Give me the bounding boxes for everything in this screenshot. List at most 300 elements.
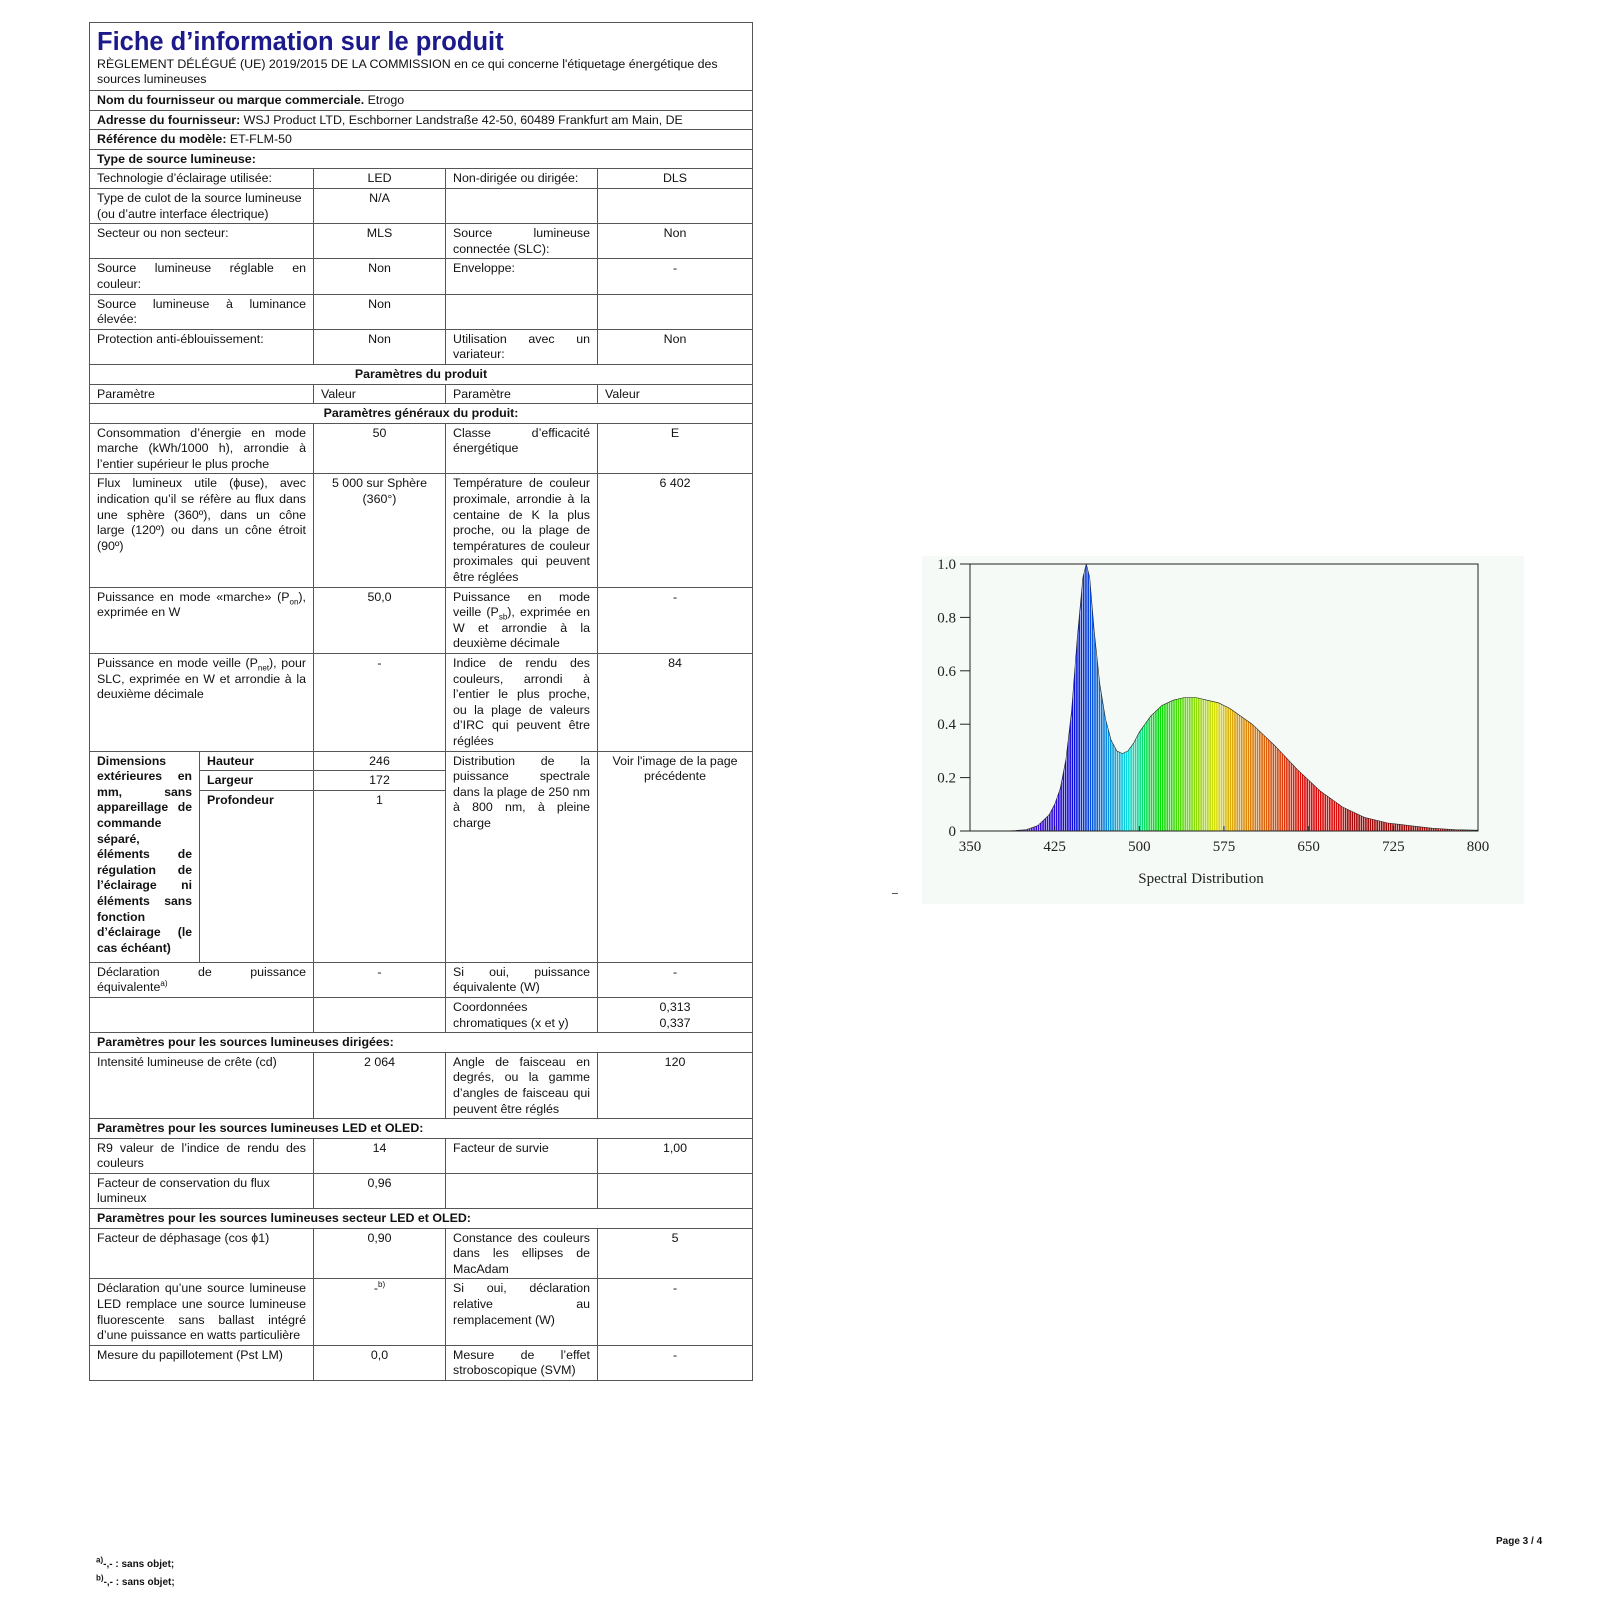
spectrum-bar — [1309, 564, 1311, 831]
spectrum-bar — [1277, 564, 1279, 831]
spectrum-bar — [1045, 564, 1047, 831]
spectrum-bar — [1126, 564, 1128, 831]
spectrum-bar — [1275, 564, 1277, 831]
spectrum-bar — [1322, 564, 1324, 831]
directional-label: Non-dirigée ou dirigée: — [446, 169, 598, 189]
table-row — [90, 329, 753, 364]
spectrum-bar — [1417, 564, 1419, 831]
spectrum-bar — [1415, 564, 1417, 831]
spectrum-bar — [1017, 564, 1019, 831]
mains-label: Secteur ou non secteur: — [90, 224, 314, 259]
spectrum-bar — [1433, 564, 1435, 831]
spectrum-bar — [1212, 564, 1214, 831]
supplier-address-row — [90, 110, 753, 130]
displacement-factor-value: 0,90 — [314, 1228, 446, 1279]
spectrum-bar — [1313, 564, 1315, 831]
spectrum-bar — [1428, 564, 1430, 831]
displacement-factor-label: Facteur de déphasage (cos ϕ1) — [90, 1228, 314, 1279]
replacement-watts-value: - — [598, 1279, 753, 1345]
footnote-a-mark: a) — [96, 1555, 104, 1565]
energy-consumption-value: 50 — [314, 423, 446, 474]
spectrum-bar — [1049, 564, 1051, 831]
spectrum-bar — [1069, 564, 1071, 831]
table-row — [90, 224, 753, 259]
stray-dash — [892, 893, 898, 894]
spectrum-bar — [1203, 564, 1205, 831]
empty-cell — [446, 188, 598, 223]
spectrum-bar — [1040, 564, 1042, 831]
replacement-claim-label: Déclaration qu’une source lumineuse LED remplace une source lumineuse fluorescente sans ballast intégré d’une puissance en watts particulière — [90, 1279, 314, 1345]
spectrum-bar — [1458, 564, 1460, 831]
spectrum-bar — [1214, 564, 1216, 831]
standby-power-subscript: sb — [498, 612, 508, 622]
spectrum-bar — [1063, 564, 1065, 831]
spectrum-bar — [1234, 564, 1236, 831]
spectrum-bar — [1130, 564, 1132, 831]
axis-ticks — [937, 557, 1489, 855]
empty-cell — [598, 188, 753, 223]
luminous-flux-value: 5 000 sur Sphère (360°) — [314, 474, 446, 587]
spectrum-bar — [1110, 564, 1112, 831]
spectrum-bar — [1155, 564, 1157, 831]
spectrum-bar — [1006, 564, 1008, 831]
spectrum-bar — [1372, 564, 1374, 831]
stroboscopic-label: Mesure de l’effet stroboscopique (SVM) — [446, 1345, 598, 1380]
spectrum-bar — [1011, 564, 1013, 831]
peak-intensity-value: 2 064 — [314, 1052, 446, 1118]
equivalent-power-value: - — [598, 962, 753, 997]
dimensions-label: Dimensions extérieures en mm, sans appareillage de commande séparé, éléments de régulation de l’éclairage ni éléments sans fonction d’éclairage (le cas échéant) — [90, 751, 200, 962]
x-tick-label: 800 — [1466, 839, 1490, 855]
spectrum-bar — [1076, 564, 1078, 831]
spectrum-bar — [1376, 564, 1378, 831]
spectrum-bar — [1148, 564, 1150, 831]
networked-standby-label — [90, 654, 314, 752]
spectrum-bar — [1381, 564, 1383, 831]
flicker-label: Mesure du papillotement (Pst LM) — [90, 1345, 314, 1380]
spectrum-bar — [1336, 564, 1338, 831]
spectrum-bar — [1207, 564, 1209, 831]
spectrum-bar — [1013, 564, 1015, 831]
spectrum-bar — [1413, 564, 1415, 831]
product-information-sheet — [89, 22, 752, 1381]
spectrum-bar — [1117, 564, 1119, 831]
spectrum-bar — [1083, 564, 1085, 831]
spectrum-bar — [1105, 564, 1107, 831]
spectrum-bar — [1209, 564, 1211, 831]
spectrum-bar — [1223, 564, 1225, 831]
spectrum-bar — [1440, 564, 1442, 831]
cri-value: 84 — [598, 654, 753, 752]
spectrum-bar — [1354, 564, 1356, 831]
column-header-value: Valeur — [598, 384, 753, 404]
beam-angle-value: 120 — [598, 1052, 753, 1118]
cap-type-label: Type de culot de la source lumineuse — [97, 190, 302, 205]
y-tick-label: 0.6 — [937, 663, 956, 680]
spectrum-bar — [1392, 564, 1394, 831]
spectrum-bar — [1137, 564, 1139, 831]
table-row — [90, 751, 753, 771]
spectrum-bar — [1198, 564, 1200, 831]
survival-factor-label: Facteur de survie — [446, 1138, 598, 1173]
spectrum-bar — [1257, 564, 1259, 831]
mains-value: MLS — [314, 224, 446, 259]
model-value: ET-FLM-50 — [229, 132, 292, 147]
spectrum-bar — [1419, 564, 1421, 831]
spectrum-bar — [1361, 564, 1363, 831]
energy-class-label: Classe d’efficacité énergétique — [446, 423, 598, 474]
replacement-claim-dash: - — [373, 1281, 378, 1296]
spectrum-bar — [1160, 564, 1162, 831]
general-parameters-heading: Paramètres généraux du produit: — [90, 404, 753, 424]
footnote-b-text: -,- : sans objet; — [103, 1577, 175, 1588]
supplier-address-value: WSJ Product LTD, Eschborner Landstraße 42-50, 60489 Frankfurt am Main, DE — [243, 112, 683, 127]
x-axis-label: Spectral Distribution — [1138, 871, 1264, 887]
spectrum-bar — [1248, 564, 1250, 831]
table-row — [90, 997, 753, 1032]
spectrum-bar — [1169, 564, 1171, 831]
spectrum-bar — [1345, 564, 1347, 831]
height-value: 246 — [314, 751, 446, 771]
on-mode-power-text-end: ), exprimée en W — [97, 589, 306, 620]
y-tick-label: 0.2 — [937, 770, 956, 787]
spectrum-bar — [1259, 564, 1261, 831]
spectrum-bar — [1410, 564, 1412, 831]
y-tick-label: 0.4 — [937, 717, 956, 734]
x-tick-label: 575 — [1212, 839, 1236, 855]
spectrum-bar — [1020, 564, 1022, 831]
spectrum-bar — [1239, 564, 1241, 831]
on-mode-power-subscript: on — [289, 597, 299, 607]
spectrum-bar — [1347, 564, 1349, 831]
spectrum-bar — [1205, 564, 1207, 831]
spectrum-bar — [1243, 564, 1245, 831]
spectrum-bar — [1060, 564, 1062, 831]
spectrum-bar — [1054, 564, 1056, 831]
spectrum-bar — [1284, 564, 1286, 831]
spectrum-bar — [1180, 564, 1182, 831]
spectrum-bar — [1142, 564, 1144, 831]
y-tick-label: 1.0 — [937, 557, 956, 573]
equivalent-power-label: Si oui, puissance équivalente (W) — [446, 962, 598, 997]
flux-maintenance-value: 0,96 — [314, 1173, 446, 1208]
spectrum-bar — [1236, 564, 1238, 831]
spectrum-bar — [1261, 564, 1263, 831]
spectrum-bar — [1424, 564, 1426, 831]
standby-power-value: - — [598, 587, 753, 653]
spectrum-bar — [1431, 564, 1433, 831]
dimmable-label: Utilisation avec un variateur: — [446, 329, 598, 364]
spectrum-bar — [1124, 564, 1126, 831]
spectrum-bar — [1268, 564, 1270, 831]
spectrum-bar — [1144, 564, 1146, 831]
spectrum-bar — [1329, 564, 1331, 831]
energy-consumption-label: Consommation d’énergie en mode marche (kWh/1000 h), arrondie à l’entier supérieur le plus proche — [90, 423, 314, 474]
spectrum-bar — [1460, 564, 1462, 831]
table-row — [90, 294, 753, 329]
table-row — [90, 169, 753, 189]
table-row — [90, 1228, 753, 1279]
footnote-b — [96, 1574, 175, 1592]
replacement-claim-value — [314, 1279, 446, 1345]
spectrum-bar — [1295, 564, 1297, 831]
depth-value: 1 — [314, 790, 446, 962]
spectrum-bar — [1225, 564, 1227, 831]
spectrum-bar — [1232, 564, 1234, 831]
spectrum-bar — [1365, 564, 1367, 831]
standby-power-text: Puissance en mode veille (P — [453, 589, 590, 620]
spectrum-bar — [1469, 564, 1471, 831]
header-cell — [90, 23, 753, 91]
spectrum-bar — [1473, 564, 1475, 831]
footnote-marker-b: b) — [378, 1280, 386, 1290]
width-value: 172 — [314, 771, 446, 791]
spectrum-bar — [1230, 564, 1232, 831]
spectrum-bar — [1306, 564, 1308, 831]
spectrum-bar — [1358, 564, 1360, 831]
spectrum-bar — [1435, 564, 1437, 831]
spectrum-bar — [1085, 564, 1087, 831]
envelope-label: Enveloppe: — [446, 259, 598, 294]
spectrum-bar — [1051, 564, 1053, 831]
spectrum-bar — [1200, 564, 1202, 831]
standby-power-label — [446, 587, 598, 653]
spectrum-bar — [1374, 564, 1376, 831]
page-title: Fiche d’information sur le produit — [97, 28, 504, 56]
spectrum-bar — [1367, 564, 1369, 831]
spectrum-bar — [1390, 564, 1392, 831]
spectrum-bar — [1254, 564, 1256, 831]
spectrum-bar — [1026, 564, 1028, 831]
x-tick-label: 425 — [1043, 839, 1066, 855]
spectrum-bar — [1133, 564, 1135, 831]
anti-glare-value: Non — [314, 329, 446, 364]
spectrum-bar — [1455, 564, 1457, 831]
spectral-distribution-value: Voir l'image de la page précédente — [598, 751, 753, 962]
spectrum-bar — [1004, 564, 1006, 831]
spectrum-bar — [1324, 564, 1326, 831]
cri-label: Indice de rendu des couleurs, arrondi à l’entier le plus proche, ou la plage de valeurs d’IRC qui peuvent être réglées — [446, 654, 598, 752]
spectrum-bar — [1166, 564, 1168, 831]
spectrum-bar — [1352, 564, 1354, 831]
spectrum-bar — [1311, 564, 1313, 831]
footnote-a-text: -,- : sans objet; — [103, 1559, 175, 1570]
chromaticity-label: Coordonnées chromatiques (x et y) — [446, 997, 598, 1032]
empty-cell — [446, 1173, 598, 1208]
spectrum-bar — [1399, 564, 1401, 831]
r9-label: R9 valeur de l’indice de rendu des couleurs — [90, 1138, 314, 1173]
spectrum-bar — [1015, 564, 1017, 831]
spectrum-bar — [1128, 564, 1130, 831]
product-parameters-heading: Paramètres du produit — [90, 364, 753, 384]
spectrum-bar — [1033, 564, 1035, 831]
column-header-parameter: Paramètre — [446, 384, 598, 404]
supplier-name-row — [90, 91, 753, 111]
spectral-distribution-label: Distribution de la puissance spectrale dans la plage de 250 nm à 800 nm, à pleine charge — [446, 751, 598, 962]
empty-cell — [598, 294, 753, 329]
spectrum-bar — [1099, 564, 1101, 831]
spectrum-bar — [1173, 564, 1175, 831]
spectrum-bar — [1008, 564, 1010, 831]
spectrum-bar — [1216, 564, 1218, 831]
spectrum-bar — [1047, 564, 1049, 831]
spectrum-bar — [1171, 564, 1173, 831]
spectrum-bar — [1065, 564, 1067, 831]
spectrum-bar — [1146, 564, 1148, 831]
mains-led-heading: Paramètres pour les sources lumineuses secteur LED et OLED: — [90, 1209, 753, 1229]
technology-label: Technologie d’éclairage utilisée: — [90, 169, 314, 189]
spectrum-bar — [1153, 564, 1155, 831]
spectrum-bar — [1024, 564, 1026, 831]
equivalent-power-claim-text: Déclaration de puissance équivalente — [97, 964, 306, 995]
table-row — [90, 1138, 753, 1173]
spectrum-bar — [1453, 564, 1455, 831]
spectrum-bar — [1327, 564, 1329, 831]
spectrum-bar — [1162, 564, 1164, 831]
footnote-a — [96, 1556, 175, 1574]
spectrum-bar — [1038, 564, 1040, 831]
spectrum-bar — [1178, 564, 1180, 831]
spectrum-bar — [1406, 564, 1408, 831]
spectrum-bar — [1029, 564, 1031, 831]
light-source-type-heading: Type de source lumineuse: — [90, 149, 753, 169]
flicker-value: 0,0 — [314, 1345, 446, 1380]
spectrum-bar — [1175, 564, 1177, 831]
spectrum-bar — [1087, 564, 1089, 831]
table-row — [90, 654, 753, 752]
spectrum-bar — [1266, 564, 1268, 831]
spectrum-bar — [1282, 564, 1284, 831]
empty-cell — [598, 1173, 753, 1208]
spectrum-bar — [1139, 564, 1141, 831]
spectrum-bar — [1437, 564, 1439, 831]
table-row — [90, 259, 753, 294]
cap-type-label-note: (ou d’autre interface électrique) — [97, 206, 269, 221]
fiche-table — [89, 22, 753, 1381]
directional-heading: Paramètres pour les sources lumineuses dirigées: — [90, 1033, 753, 1053]
spectrum-bar — [1218, 564, 1220, 831]
chromaticity-x: 0,313 — [659, 999, 691, 1014]
chromaticity-y: 0,337 — [659, 1015, 691, 1030]
spectrum-bar — [1363, 564, 1365, 831]
spectrum-bar — [1042, 564, 1044, 831]
spectrum-bar — [1426, 564, 1428, 831]
table-row — [90, 188, 753, 223]
spectrum-bar — [1408, 564, 1410, 831]
technology-value: LED — [314, 169, 446, 189]
spectrum-bar — [1385, 564, 1387, 831]
spectrum-bar — [1119, 564, 1121, 831]
spectrum-bar — [1451, 564, 1453, 831]
spectrum-bar — [1090, 564, 1092, 831]
on-mode-power-value: 50,0 — [314, 587, 446, 653]
networked-standby-text-end: ), pour SLC, exprimée en W et arrondie à la deuxième décimale — [97, 656, 307, 702]
on-mode-power-text: Puissance en mode «marche» (P — [97, 589, 290, 604]
colour-temperature-label: Température de couleur proximale, arrondie à la centaine de K la plus proche, ou la plage de températures de couleur proximales qui peuvent être réglées — [446, 474, 598, 587]
dimmable-value: Non — [598, 329, 753, 364]
spectral-distribution-chart — [922, 556, 1524, 904]
colour-tunable-value: Non — [314, 259, 446, 294]
table-row — [90, 1052, 753, 1118]
spectrum-bar — [1343, 564, 1345, 831]
colour-tunable-label: Source lumineuse réglable en couleur: — [90, 259, 314, 294]
spectrum-bar — [1279, 564, 1281, 831]
cap-type-cell — [90, 188, 314, 223]
table-row — [90, 1345, 753, 1380]
column-header-row — [90, 384, 753, 404]
spectrum-bar — [1270, 564, 1272, 831]
spectrum-bar — [1331, 564, 1333, 831]
spectrum-bar — [1067, 564, 1069, 831]
column-header-value: Valeur — [314, 384, 446, 404]
beam-angle-label: Angle de faisceau en degrés, ou la gamme d’angles de faisceau qui peuvent être réglés — [446, 1052, 598, 1118]
stroboscopic-value: - — [598, 1345, 753, 1380]
model-label: Référence du modèle: — [97, 132, 227, 147]
spectrum-fill — [1004, 564, 1477, 831]
empty-cell — [446, 294, 598, 329]
spectrum-bar — [1293, 564, 1295, 831]
spectrum-bar — [1394, 564, 1396, 831]
table-row — [90, 423, 753, 474]
replacement-watts-label: Si oui, déclaration relative au remplacement (W) — [446, 1279, 598, 1345]
x-tick-label: 500 — [1128, 839, 1151, 855]
spectrum-bar — [1112, 564, 1114, 831]
on-mode-power-label — [90, 587, 314, 653]
led-heading: Paramètres pour les sources lumineuses LED et OLED: — [90, 1119, 753, 1139]
spectrum-bar — [1349, 564, 1351, 831]
spectrum-bar — [1356, 564, 1358, 831]
spectrum-bar — [1383, 564, 1385, 831]
spectrum-bar — [1446, 564, 1448, 831]
spectrum-bar — [1379, 564, 1381, 831]
spectrum-bar — [1035, 564, 1037, 831]
regulation-text: RÈGLEMENT DÉLÉGUÉ (UE) 2019/2015 DE LA COMMISSION en ce qui concerne l'étiquetage énergétique des sources lumineuses — [97, 57, 718, 86]
luminous-flux-label: Flux lumineux utile (ϕuse), avec indication qu’il se réfère au flux dans une sphère (360º), dans un cône large (120º) ou dans un cône étroit (90º) — [90, 474, 314, 587]
spectrum-bar — [1135, 564, 1137, 831]
empty-cell — [314, 997, 446, 1032]
x-tick-label: 650 — [1297, 839, 1320, 855]
networked-standby-subscript: net — [257, 663, 270, 673]
spectrum-bar — [1022, 564, 1024, 831]
spectrum-bar — [1297, 564, 1299, 831]
table-row — [90, 1173, 753, 1208]
spectrum-bar — [1221, 564, 1223, 831]
spectrum-bar — [1227, 564, 1229, 831]
table-row — [90, 474, 753, 587]
spectrum-bar — [1467, 564, 1469, 831]
spectrum-bar — [1273, 564, 1275, 831]
spectrum-bar — [1464, 564, 1466, 831]
supplier-name-value: Etrogo — [367, 93, 405, 107]
x-tick-label: 725 — [1382, 839, 1405, 855]
spectrum-bar — [1442, 564, 1444, 831]
spectrum-bar — [1422, 564, 1424, 831]
spectrum-bar — [1151, 564, 1153, 831]
spectrum-bar — [1286, 564, 1288, 831]
x-tick-label: 350 — [958, 839, 982, 855]
spectrum-bar — [1288, 564, 1290, 831]
spectrum-bar — [1370, 564, 1372, 831]
chromaticity-value — [598, 997, 753, 1032]
footnote-b-mark: b) — [96, 1573, 104, 1583]
envelope-value: - — [598, 259, 753, 294]
footnotes — [96, 1556, 175, 1592]
equivalent-power-claim-value: - — [314, 962, 446, 997]
spectrum-bar — [1250, 564, 1252, 831]
networked-standby-value: - — [314, 654, 446, 752]
spectrum-bar — [1444, 564, 1446, 831]
width-label: Largeur — [200, 771, 314, 791]
